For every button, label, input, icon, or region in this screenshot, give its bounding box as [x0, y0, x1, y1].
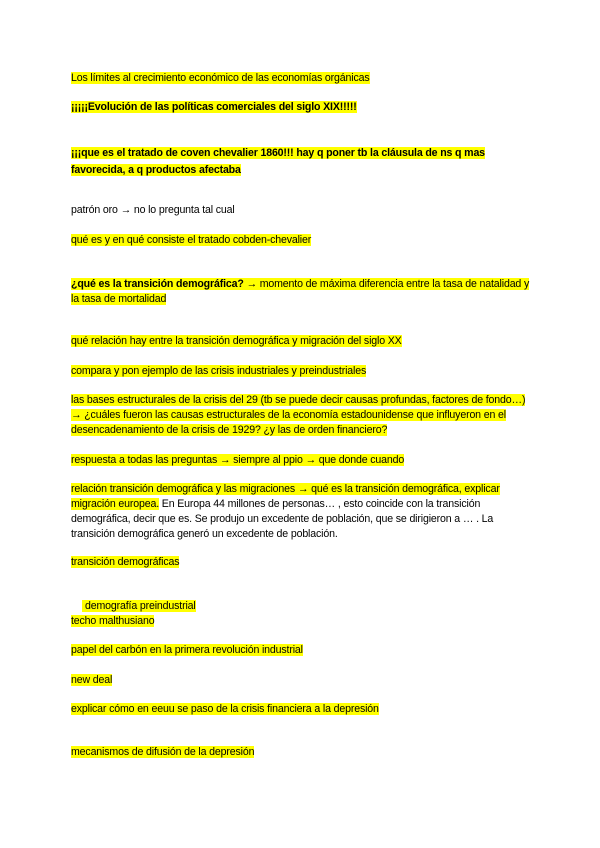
paragraph-difusion-depresion	[71, 745, 531, 760]
highlighted-bold-question: ¿qué es la transición demográfica?	[71, 278, 244, 290]
highlighted-text: transición demográficas	[71, 556, 180, 568]
paragraph-transicion-demograficas	[71, 555, 531, 570]
paragraph-crisis-29	[71, 393, 531, 438]
highlighted-bold-text: ¡¡¡que es el tratado de coven chevalier 1860!!! hay q poner tb la cláusula de ns q mas favorecida, a q productos afectaba	[71, 147, 485, 176]
highlighted-text: relación transición demográfica y las migraciones → qué es la transición demográfica, explicar migración europea.	[71, 483, 500, 510]
paragraph-limites-crecimiento	[71, 71, 531, 86]
paragraph-crisis-industriales	[71, 364, 531, 379]
highlighted-text: papel del carbón en la primera revolución industrial	[71, 644, 303, 656]
plain-text: patrón oro → no lo pregunta tal cual	[71, 204, 235, 216]
paragraph-cobden-chevalier	[71, 233, 531, 248]
paragraph-tratado-chevalier	[71, 145, 531, 179]
highlighted-text: respuesta a todas las preguntas → siempre al ppio → que donde cuando	[71, 454, 405, 466]
highlighted-answer: → momento de máxima diferencia entre la tasa de natalidad y la tasa de mortalidad	[71, 278, 530, 305]
highlighted-text: new deal	[71, 674, 113, 686]
highlighted-text: qué relación hay entre la transición demográfica y migración del siglo XX	[71, 335, 402, 347]
highlighted-text: Los límites al crecimiento económico de las economías orgánicas	[71, 72, 370, 84]
paragraph-crisis-financiera-depresion	[71, 702, 531, 717]
paragraph-papel-carbon	[71, 643, 531, 658]
paragraph-migraciones	[71, 482, 531, 542]
plain-text: En Europa 44 millones de personas… , esto coincide con la transición demográfica, decir que es. Se produjo un excedente de población, que se dirigieron a … . La transición demográfica generó un excedente de población.	[71, 498, 494, 540]
highlighted-bold-text: ¡¡¡¡¡Evolución de las políticas comerciales del siglo XIX!!!!!	[71, 101, 357, 113]
paragraph-politicas-comerciales	[71, 100, 531, 115]
highlighted-text: mecanismos de difusión de la depresión	[71, 746, 255, 758]
highlighted-text: qué es y en qué consiste el tratado cobden-chevalier	[71, 234, 312, 246]
highlighted-text: techo malthusiano	[71, 615, 155, 627]
paragraph-patron-oro	[71, 203, 531, 218]
highlighted-text: demografía preindustrial	[82, 600, 196, 612]
paragraph-techo-malthusiano	[71, 614, 531, 629]
paragraph-transicion-demografica	[71, 277, 531, 307]
paragraph-relacion-migracion	[71, 334, 531, 349]
highlighted-text: compara y pon ejemplo de las crisis industriales y preindustriales	[71, 365, 367, 377]
highlighted-text: explicar cómo en eeuu se paso de la crisis financiera a la depresión	[71, 703, 379, 715]
highlighted-text: las bases estructurales de la crisis del 29 (tb se puede decir causas profundas, factores de fondo…) → ¿cuáles fueron las causas estructurales de la economía estadounidense que influyeron en el desencadenamiento de la crisis de 1929? ¿y las de orden financiero?	[71, 394, 526, 436]
paragraph-respuesta-preguntas	[71, 453, 531, 468]
paragraph-new-deal	[71, 673, 531, 688]
